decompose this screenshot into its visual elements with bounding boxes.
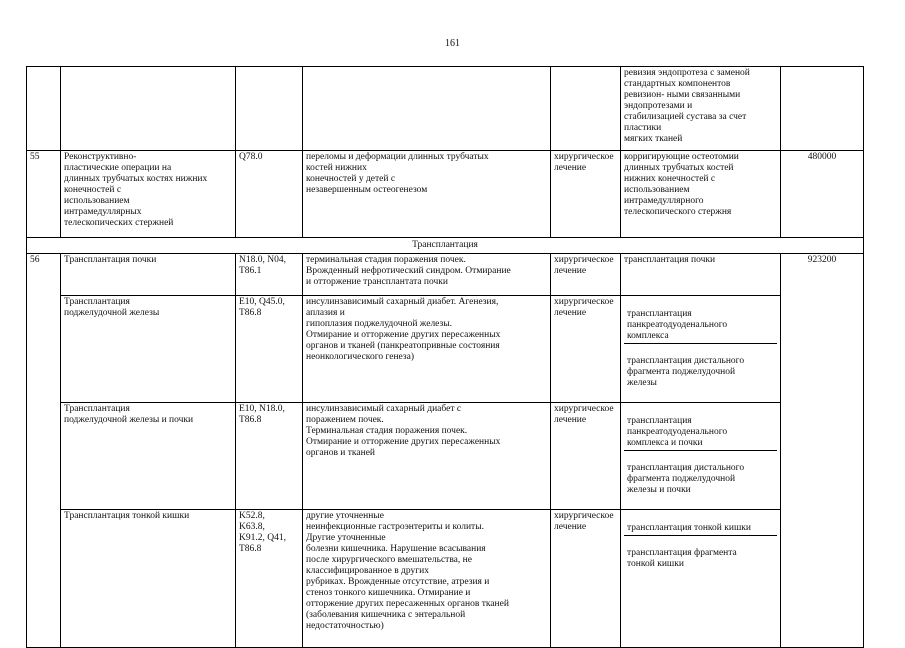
section-row (27, 238, 864, 254)
method-item: трансплантация панкреатодуоденального комплекса и почки (624, 415, 777, 451)
cell-code: N18.0, N04, T86.1 (236, 254, 303, 296)
cell-code: Q78.0 (236, 151, 303, 238)
cell-code: E10, N18.0, T86.8 (236, 403, 303, 510)
cell-cost (781, 67, 864, 151)
cell-name: Трансплантация поджелудочной железы (61, 296, 236, 403)
method-item: трансплантация дистального фрагмента поджелудочной железы и почки (627, 463, 745, 495)
cell-name: Трансплантация тонкой кишки (61, 510, 236, 648)
method-item: трансплантация тонкой кишки (624, 522, 777, 536)
medical-care-table (26, 66, 864, 648)
method-item: трансплантация панкреатодуоденального комплекса (624, 308, 777, 344)
cell-method: корригирующие остеотомии длинных трубчатых костей нижних конечностей с использованием интрамедуллярного телескопического стержня (621, 151, 781, 238)
cell-number (27, 67, 61, 151)
cell-method: ревизия эндопротеза с заменой стандартных компонентов ревизион- ными связанными эндопротезами и стабилизацией сустава за счет пластики мягких тканей (621, 67, 781, 151)
cell-name: Трансплантация поджелудочной железы и почки (61, 403, 236, 510)
cell-diagnosis: переломы и деформации длинных трубчатых костей нижних конечностей у детей с незавершенным остеогенезом (303, 151, 551, 238)
cell-treatment: хирургическое лечение (551, 151, 621, 238)
cell-treatment: хирургическое лечение (551, 510, 621, 648)
table-row-continuation (27, 67, 864, 151)
table-row-56-kidney (27, 254, 864, 296)
cell-treatment: хирургическое лечение (551, 296, 621, 403)
cell-treatment (551, 67, 621, 151)
section-title: Трансплантация (27, 238, 864, 254)
cell-cost: 480000 (781, 151, 864, 238)
method-item: трансплантация дистального фрагмента поджелудочной железы (627, 356, 745, 388)
cell-method: трансплантация почки (621, 254, 781, 296)
cell-code: E10, Q45.0, T86.8 (236, 296, 303, 403)
table-row-55 (27, 151, 864, 238)
cell-diagnosis: терминальная стадия поражения почек. Врожденный нефротический синдром. Отмирание и отторжение трансплантата почки (303, 254, 551, 296)
cell-treatment: хирургическое лечение (551, 254, 621, 296)
cell-code (236, 67, 303, 151)
cell-method (621, 296, 781, 403)
table-row-56-pancreas (27, 296, 864, 403)
cell-diagnosis (303, 67, 551, 151)
cell-name: Реконструктивно- пластические операции на длинных трубчатых костях нижних конечностей с использованием интрамедуллярных телескопических стержней (61, 151, 236, 238)
table-row-56-small-intestine (27, 510, 864, 648)
cell-code: K52.8, K63.8, K91.2, Q41, T86.8 (236, 510, 303, 648)
cell-treatment: хирургическое лечение (551, 403, 621, 510)
cell-diagnosis: инсулинзависимый сахарный диабет с поражением почек. Терминальная стадия поражения почек. Отмирание и отторжение других пересаженных органов и тканей (303, 403, 551, 510)
cell-number: 55 (27, 151, 61, 238)
cell-diagnosis: другие уточненные неинфекционные гастроэнтериты и колиты. Другие уточненные болезни кишечника. Нарушение всасывания после хирургического вмешательства, не классифицированное в других рубриках. Врожденные отсутствие, атрезия и стеноз тонкого кишечника. Отмирание и отторжение других пересаженных органов тканей (заболевания кишечника с энтеральной недостаточностью) (303, 510, 551, 648)
cell-method (621, 403, 781, 510)
cell-method (621, 510, 781, 648)
table-row-56-pancreas-kidney (27, 403, 864, 510)
cell-diagnosis: инсулинзависимый сахарный диабет. Агенезия, аплазия и гипоплазия поджелудочной железы. Отмирание и отторжение других пересаженных органов и тканей (панкреатопривные состояния неонкологического генеза) (303, 296, 551, 403)
cell-name: Трансплантация почки (61, 254, 236, 296)
cell-number: 56 (27, 254, 61, 648)
method-item: трансплантация фрагмента тонкой кишки (627, 548, 737, 569)
cell-cost: 923200 (781, 254, 864, 648)
cell-name (61, 67, 236, 151)
page-number: 161 (445, 38, 460, 49)
